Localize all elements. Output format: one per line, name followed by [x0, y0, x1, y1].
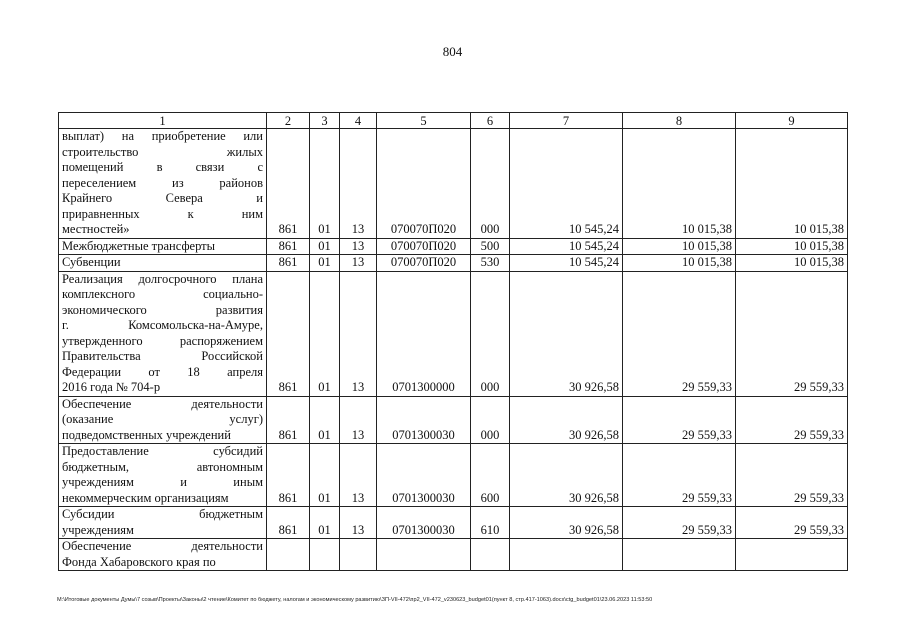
- description-line: комплексного социально-: [62, 287, 263, 301]
- chapter-code: 861: [267, 255, 310, 272]
- description-line: Обеспечение деятельности: [62, 539, 263, 553]
- header-cell: 4: [340, 113, 377, 129]
- description-line: Субвенции: [62, 255, 121, 269]
- chapter-code: [267, 539, 310, 571]
- description-line: приравненных к ним: [62, 206, 263, 221]
- target-article-code: 0701300030: [377, 444, 471, 507]
- subsection-code: [340, 539, 377, 571]
- description-line: Фонда Хабаровского края по: [62, 554, 216, 569]
- amount-col-9: 29 559,33: [736, 507, 848, 539]
- amount-col-8: 10 015,38: [623, 129, 736, 239]
- row-description: [59, 539, 267, 571]
- expense-type-code: 000: [471, 396, 510, 444]
- amount-col-7: [510, 539, 623, 571]
- subsection-code: 13: [340, 507, 377, 539]
- table-row: [59, 444, 848, 507]
- row-description: [59, 238, 267, 255]
- row-description: [59, 444, 267, 507]
- header-cell: 1: [59, 113, 267, 129]
- description-line: Правительства Российской: [62, 349, 263, 363]
- header-cell: 6: [471, 113, 510, 129]
- table-row: [59, 539, 848, 571]
- description-line: Обеспечение деятельности: [62, 396, 263, 411]
- page-number: 804: [442, 44, 463, 59]
- target-article-code: 070070П020: [377, 129, 471, 239]
- description-line: бюджетным, автономным: [62, 459, 263, 474]
- amount-col-9: 29 559,33: [736, 444, 848, 507]
- amount-col-9: 10 015,38: [736, 255, 848, 272]
- table-row: [59, 396, 848, 444]
- amount-col-8: 29 559,33: [623, 271, 736, 396]
- expense-type-code: 610: [471, 507, 510, 539]
- section-code: 01: [310, 255, 340, 272]
- row-description: [59, 255, 267, 272]
- chapter-code: 861: [267, 507, 310, 539]
- amount-col-9: 10 015,38: [736, 238, 848, 255]
- expense-type-code: 000: [471, 129, 510, 239]
- expense-type-code: 600: [471, 444, 510, 507]
- description-line: помещений в связи с: [62, 160, 263, 174]
- description-line: 2016 года № 704-р: [62, 380, 161, 394]
- amount-col-7: 10 545,24: [510, 129, 623, 239]
- section-code: [310, 539, 340, 571]
- budget-table: [58, 112, 848, 571]
- description-line: г. Комсомольска-на-Амуре,: [62, 318, 263, 332]
- expense-type-code: 000: [471, 271, 510, 396]
- expense-type-code: [471, 539, 510, 571]
- description-line: Крайнего Севера и: [62, 191, 263, 205]
- expense-type-code: 530: [471, 255, 510, 272]
- amount-col-8: 29 559,33: [623, 396, 736, 444]
- description-line: выплат) на приобретение или: [62, 129, 263, 143]
- header-cell: 5: [377, 113, 471, 129]
- section-code: 01: [310, 507, 340, 539]
- description-line: Межбюджетные трансферты: [62, 238, 216, 253]
- description-line: подведомственных учреждений: [62, 427, 231, 442]
- amount-col-7: 10 545,24: [510, 238, 623, 255]
- table-row: [59, 271, 848, 396]
- target-article-code: [377, 539, 471, 571]
- subsection-code: 13: [340, 271, 377, 396]
- section-code: 01: [310, 444, 340, 507]
- section-code: 01: [310, 271, 340, 396]
- description-line: (оказание услуг): [62, 412, 263, 426]
- amount-col-9: [736, 539, 848, 571]
- description-line: Федерации от 18 апреля: [62, 364, 263, 379]
- description-line: переселением из районов: [62, 175, 263, 190]
- table-row: [59, 507, 848, 539]
- description-line: Предоставление субсидий: [62, 444, 263, 458]
- amount-col-8: 10 015,38: [623, 255, 736, 272]
- row-description: [59, 396, 267, 444]
- header-cell: 3: [310, 113, 340, 129]
- amount-col-7: 30 926,58: [510, 396, 623, 444]
- amount-col-8: [623, 539, 736, 571]
- chapter-code: 861: [267, 444, 310, 507]
- subsection-code: 13: [340, 129, 377, 239]
- row-description: [59, 271, 267, 396]
- table-row: [59, 255, 848, 272]
- amount-col-8: 10 015,38: [623, 238, 736, 255]
- subsection-code: 13: [340, 255, 377, 272]
- description-line: строительство жилых: [62, 144, 263, 159]
- row-description: [59, 129, 267, 239]
- subsection-code: 13: [340, 396, 377, 444]
- amount-col-8: 29 559,33: [623, 507, 736, 539]
- table-row: [59, 129, 848, 239]
- chapter-code: 861: [267, 396, 310, 444]
- description-line: некоммерческим организациям: [62, 490, 229, 505]
- section-code: 01: [310, 238, 340, 255]
- amount-col-9: 29 559,33: [736, 396, 848, 444]
- target-article-code: 0701300030: [377, 507, 471, 539]
- header-cell: 9: [736, 113, 848, 129]
- description-line: экономического развития: [62, 302, 263, 317]
- chapter-code: 861: [267, 238, 310, 255]
- chapter-code: 861: [267, 129, 310, 239]
- subsection-code: 13: [340, 238, 377, 255]
- target-article-code: 070070П020: [377, 238, 471, 255]
- row-description: [59, 507, 267, 539]
- amount-col-7: 10 545,24: [510, 255, 623, 272]
- expense-type-code: 500: [471, 238, 510, 255]
- description-line: Субсидии бюджетным: [62, 507, 263, 521]
- header-cell: 8: [623, 113, 736, 129]
- header-cell: 7: [510, 113, 623, 129]
- amount-col-7: 30 926,58: [510, 507, 623, 539]
- description-line: местностей»: [62, 222, 130, 236]
- description-line: учреждениям: [62, 522, 134, 537]
- description-line: учреждениям и иным: [62, 475, 263, 489]
- section-code: 01: [310, 129, 340, 239]
- file-path-footer: M:\Итоговые документы Думы\7 созыв\Проекты\Законы\2 чтение\Комитет по бюджету, налогам и экономическому развитию\ЗП-VII-472\пр2_VII-472_v230623_budget01(пункт 8, стр.417-1063).docx\ctg_budget01\23.06.2023 11:53:50: [57, 597, 653, 603]
- table-row: [59, 238, 848, 255]
- description-line: утвержденного распоряжением: [62, 333, 263, 348]
- amount-col-7: 30 926,58: [510, 444, 623, 507]
- target-article-code: 070070П020: [377, 255, 471, 272]
- header-cell: 2: [267, 113, 310, 129]
- target-article-code: 0701300000: [377, 271, 471, 396]
- subsection-code: 13: [340, 444, 377, 507]
- amount-col-7: 30 926,58: [510, 271, 623, 396]
- amount-col-8: 29 559,33: [623, 444, 736, 507]
- table-header-row: [59, 113, 848, 129]
- description-line: Реализация долгосрочного плана: [62, 271, 263, 286]
- chapter-code: 861: [267, 271, 310, 396]
- section-code: 01: [310, 396, 340, 444]
- amount-col-9: 10 015,38: [736, 129, 848, 239]
- target-article-code: 0701300030: [377, 396, 471, 444]
- amount-col-9: 29 559,33: [736, 271, 848, 396]
